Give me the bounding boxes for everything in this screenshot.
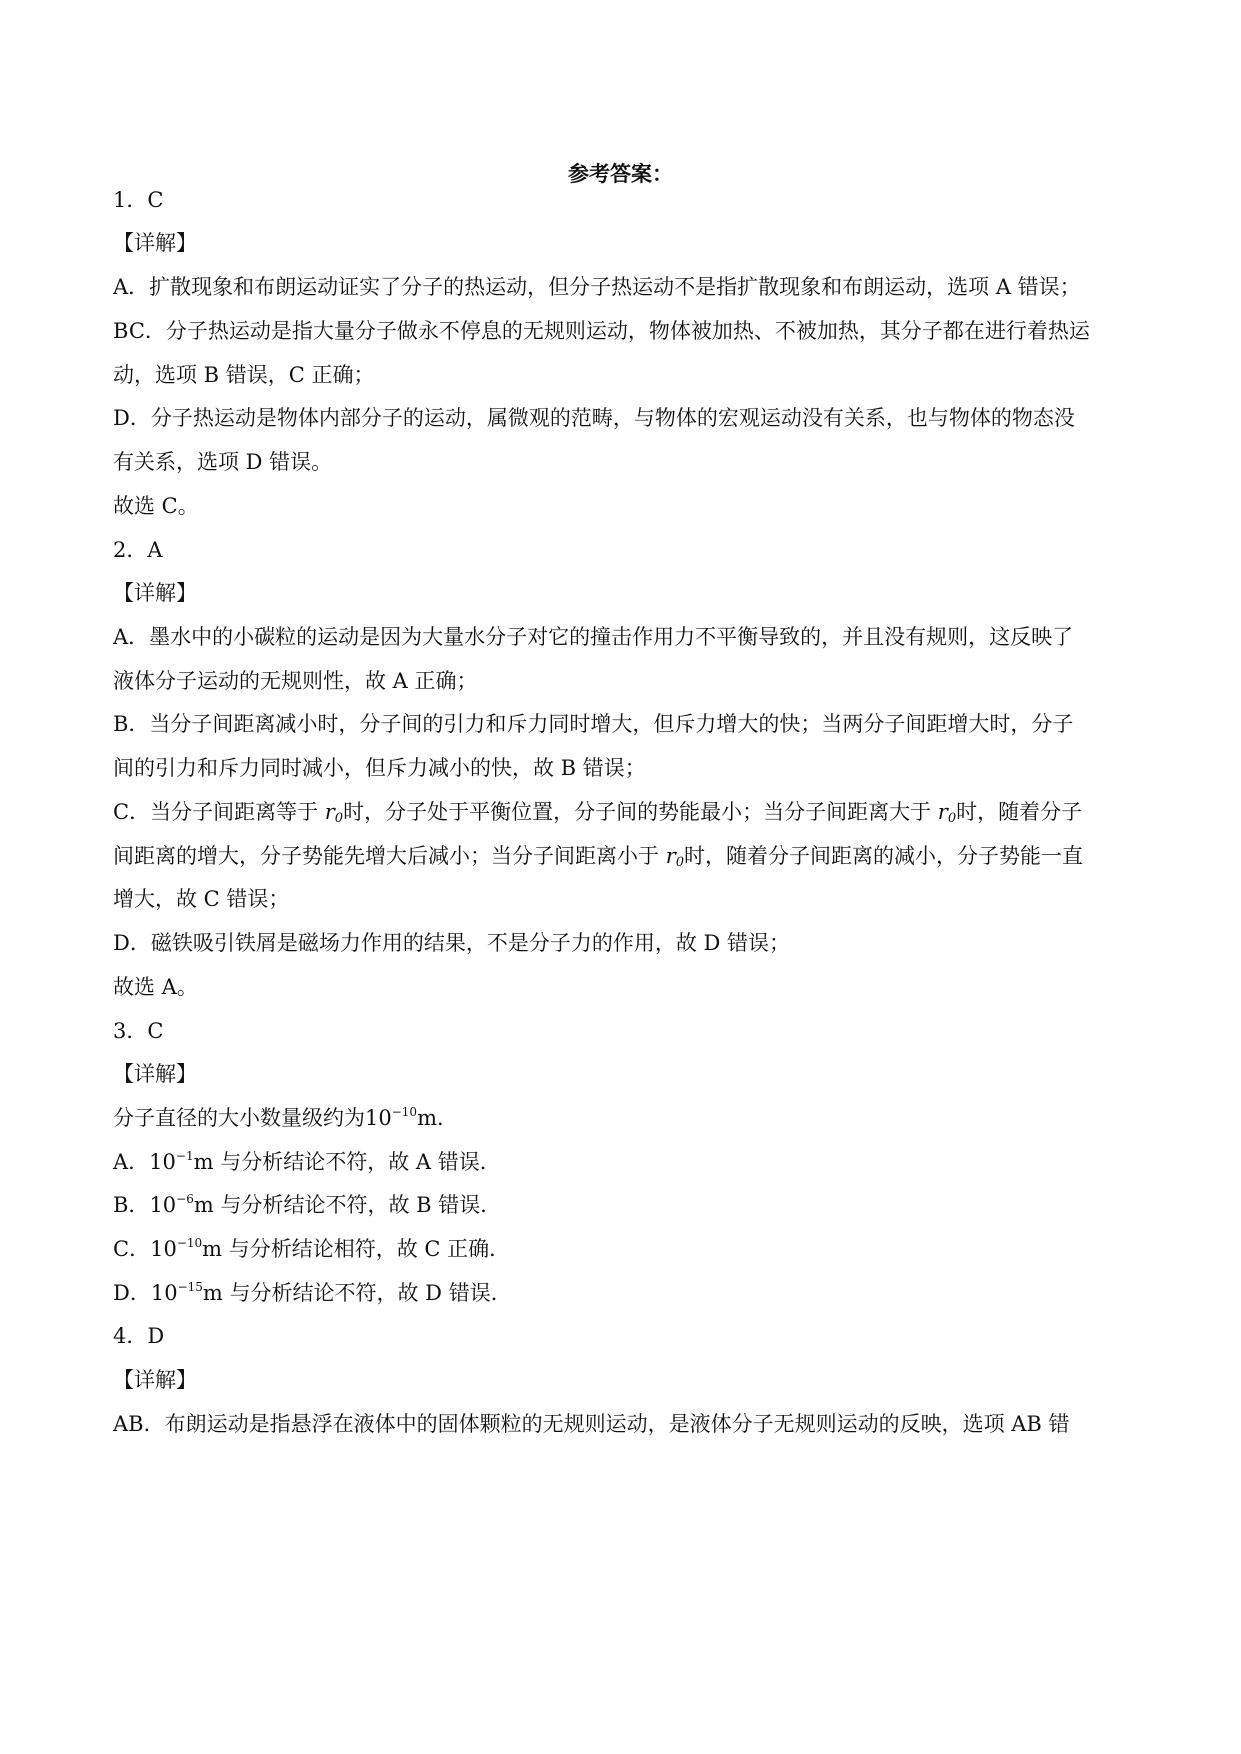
page-title: 参考答案：: [568, 161, 673, 186]
power-of-ten: $10^{-10}$: [150, 1236, 203, 1261]
text-line: D．$10^{-15}m$ 与分析结论不符，故 D 错误．: [113, 1280, 512, 1305]
explanation-label: 【详解】: [113, 1368, 197, 1392]
text-line: D．磁铁吸引铁屑是磁场力作用的结果，不是分子力的作用，故 D 错误；: [113, 931, 791, 955]
text-line: B．当分子间距离减小时，分子间的引力和斥力同时增大，但斥力增大的快；当两分子间距增大时，分子: [113, 712, 1074, 736]
text-line: 间的引力和斥力同时减小，但斥力减小的快，故 B 错误；: [113, 756, 646, 780]
power-of-ten: $10^{-6}$: [149, 1192, 194, 1217]
text-line: 故选 A。: [113, 975, 198, 999]
text-line: 故选 C。: [113, 494, 199, 518]
explanation-label: 【详解】: [113, 1062, 197, 1086]
text-line: 增大，故 C 错误；: [113, 887, 290, 911]
text-line: 分子直径的大小数量级约为$10^{-10}m$．: [113, 1105, 458, 1130]
text-line: 间距离的增大，分子势能先增大后减小；当分子间距离小于 $r_0$时，随着分子间距离的减小，分子势能一直: [113, 844, 1084, 870]
answer-4-heading: 4．D: [113, 1324, 165, 1348]
text-line: C．当分子间距离等于 $r_0$时，分子处于平衡位置，分子间的势能最小；当分子间距离大于 $r_0$时，随着分子: [113, 800, 1083, 826]
answer-1-heading: 1．C: [113, 188, 164, 212]
text-line: A．$10^{-1}m$ 与分析结论不符，故 A 错误．: [113, 1149, 501, 1174]
text-line: A．墨水中的小碳粒的运动是因为大量水分子对它的撞击作用力不平衡导致的，并且没有规则，这反映了: [113, 625, 1074, 649]
power-of-ten: $10^{-15}$: [150, 1280, 203, 1305]
text-line: B．$10^{-6}m$ 与分析结论不符，故 B 错误．: [113, 1192, 502, 1217]
r0-symbol: $r_0$: [937, 800, 957, 826]
text-line: 动，选项 B 错误，C 正确；: [113, 363, 375, 387]
text-line: C．$10^{-10}m$ 与分析结论相符，故 C 正确．: [113, 1236, 511, 1261]
explanation-label: 【详解】: [113, 581, 197, 605]
r0-symbol: $r_0$: [324, 800, 344, 826]
text-line: A．扩散现象和布朗运动证实了分子的热运动，但分子热运动不是指扩散现象和布朗运动，选项 A 错误；: [113, 275, 1081, 299]
r0-symbol: $r_0$: [665, 844, 685, 870]
text-line: D．分子热运动是物体内部分子的运动，属微观的范畴，与物体的宏观运动没有关系，也与物体的物态没: [113, 406, 1075, 430]
text-line: BC．分子热运动是指大量分子做永不停息的无规则运动，物体被加热、不被加热，其分子都在进行着热运: [113, 319, 1090, 343]
answer-2-heading: 2．A: [113, 538, 163, 562]
answer-3-heading: 3．C: [113, 1019, 164, 1043]
power-of-ten: $10^{-1}$: [149, 1149, 194, 1174]
text-line: AB．布朗运动是指悬浮在液体中的固体颗粒的无规则运动，是液体分子无规则运动的反映，选项 AB 错: [113, 1412, 1070, 1436]
power-of-ten: $10^{-10}$: [365, 1105, 418, 1130]
text-line: 液体分子运动的无规则性，故 A 正确；: [113, 669, 478, 693]
text-line: 有关系，选项 D 错误。: [113, 450, 333, 474]
explanation-label: 【详解】: [113, 231, 197, 255]
